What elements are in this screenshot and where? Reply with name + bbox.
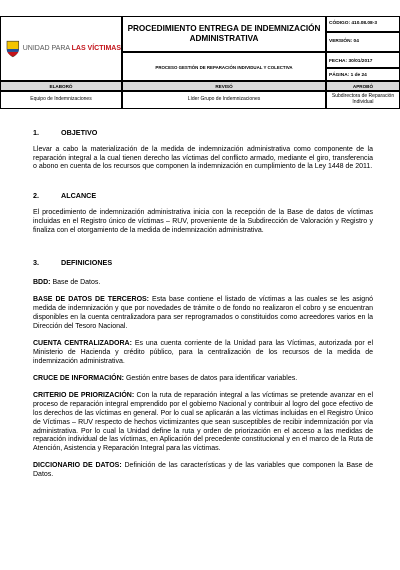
section-number: 1. <box>33 128 39 137</box>
approval-table <box>0 81 400 109</box>
definition-term: CUENTA CENTRALIZADORA: <box>33 340 132 348</box>
definition-item <box>33 279 373 288</box>
section-title: ALCANCE <box>61 191 97 201</box>
definition-item <box>33 296 373 331</box>
definition-term: CRUCE DE INFORMACIÓN: <box>33 375 124 383</box>
definition-text: Con la ruta de reparación integral a las víctimas se pretende avanzar en el proceso de reparación integral emprendido por el gobierno Nacional y contribuir al logro del goce efectivo de los derechos de las víctimas en general. Por lo cual se aplicarán a las víctimas incluidas en el Registro Único de Víctimas – RUV respecto de hechos victimizantes que sean susceptibles de recibir indemnización por vía administrativa. Por lo cual la Unidad define la ruta y orden de priorización en el acceso a las medidas de reparación individual de las víctimas, en Aplicación del precedente constitucional y en el marco de la Ruta de Atención, Asistencia y Reparación Integral para las víctimas. <box>33 392 374 453</box>
approval-value-aprobo: Subdirectora de Reparación Individual <box>326 91 400 109</box>
definition-text: Es una cuenta corriente de la Unidad para las Víctimas, autorizada por el Ministerio de Hacienda y crédito público, para la centralización de los recursos de la medida de indemnización administrativa. <box>33 340 373 365</box>
definition-text: Esta base contiene el listado de víctimas a las cuales se les asignó medida de indemnización y que por novedades de trámite o de fondo no realizaron el cobro y se encuentran disponibles en la cuenta centralizadora para ser reprogramados o constituidos como acreedores varios en la Dirección del Tesoro Nacional. <box>33 296 373 330</box>
approval-value-elaboro: Equipo de Indemnizaciones <box>0 91 122 109</box>
definition-text: Definición de las características y de las variables que componen la Base de Datos. <box>33 462 374 479</box>
objetivo-paragraph: Llevar a cabo la materialización de la medida de indemnización administrativa como componente de la reparación integral a la cual tienen derecho las víctimas del conflicto armado, mediante el giro, transferencia o abono en cuenta de los recursos que componen la indemnización en cumplimiento de la Ley 1448 de 2011. <box>33 145 373 171</box>
section-number: 3. <box>33 258 39 268</box>
section-title: DEFINICIONES <box>61 258 113 268</box>
section-title: OBJETIVO <box>61 128 98 137</box>
section-heading-definiciones <box>33 259 373 268</box>
colombia-shield-icon <box>6 40 20 58</box>
document-header <box>0 16 400 81</box>
definition-term: DICCIONARIO DE DATOS: <box>33 462 122 470</box>
logo-cell <box>0 16 122 81</box>
section-number: 2. <box>33 191 39 201</box>
section-heading-objetivo <box>33 129 373 138</box>
definition-term: CRITERIO DE PRIORIZACIÓN: <box>33 392 135 400</box>
version-field: VERSIÓN: 04 <box>326 32 400 52</box>
brand-text-bold: LAS VÍCTIMAS <box>71 45 121 52</box>
approval-value-reviso: Líder Grupo de Indemnizaciones <box>122 91 326 109</box>
definition-term: BDD: <box>33 279 51 287</box>
definition-term: BASE DE DATOS DE TERCEROS: <box>33 296 150 304</box>
document-body <box>33 120 373 489</box>
section-heading-alcance <box>33 192 373 201</box>
date-field: FECHA: 30/01/2017 <box>326 52 400 68</box>
definition-item <box>33 340 373 366</box>
approval-header-elaboro: ELABORÓ <box>0 81 122 91</box>
code-field: CÓDIGO: 410.08.08-3 <box>326 16 400 32</box>
approval-header-aprobo: APROBÓ <box>326 81 400 91</box>
document-title: PROCEDIMIENTO ENTREGA DE INDEMNIZACIÓN ADMINISTRATIVA <box>122 16 326 52</box>
definition-item <box>33 375 373 384</box>
brand-name <box>23 45 121 52</box>
definition-text: Gestión entre bases de datos para identificar variables. <box>124 375 298 383</box>
definition-text: Base de Datos. <box>50 279 101 287</box>
approval-header-reviso: REVISÓ <box>122 81 326 91</box>
alcance-paragraph: El procedimiento de indemnización administrativa inicia con la recepción de la Base de datos de víctimas incluidas en el Registro único de víctimas – RUV, proveniente de la Subdirección de Valoración y Registro y finaliza con el otorgamiento de la medida de indemnización administrativa. <box>33 208 373 234</box>
page-field: PÁGINA: 1 de 24 <box>326 68 400 81</box>
definition-item <box>33 392 373 454</box>
process-name: PROCESO GESTIÓN DE REPARACIÓN INDIVIDUAL Y COLECTIVA <box>122 52 326 81</box>
definition-item <box>33 462 373 480</box>
brand-text-plain: UNIDAD PARA <box>22 45 72 52</box>
